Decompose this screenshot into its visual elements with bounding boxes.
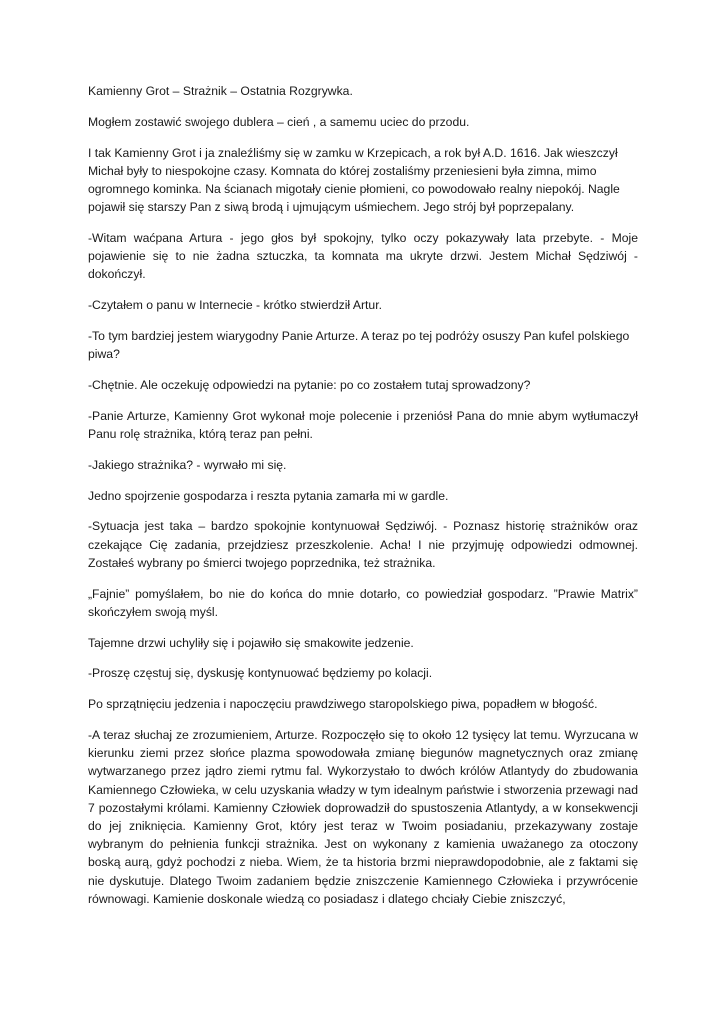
paragraph: -Panie Arturze, Kamienny Grot wykonał moje polecenie i przeniósł Pana do mnie abym wytłumaczył Panu rolę strażnika, którą teraz pan pełni. xyxy=(88,408,638,441)
paragraph: -Czytałem o panu w Internecie - krótko stwierdził Artur. xyxy=(88,298,382,313)
paragraph: -A teraz słuchaj ze zrozumieniem, Arturze. Rozpoczęło się to około 12 tysięcy lat temu. Wyrzucana w kierunku ziemi przez słońce plazma spowodowała zmianę biegunów magnetycznych oraz zmianę wytwarzanego przez jądro ziemi rytmu fal. Wykorzystało to dwóch królów Atlantydy do zbudowania Kamiennego Człowieka, w celu uzyskania władzy w tym idealnym państwie i stworzenia przewagi nad 7 pozostałymi królami. Kamienny Człowiek doprowadził do spustoszenia Atlantydy, a w konsekwencji do jej zniknięcia. Kamienny Grot, który jest teraz w Twoim posiadaniu, przekazywany zostaje wybranym do pełnienia funkcji strażnika. Jest on wykonany z kamienia uważanego za otoczony boską aurą, gdyż pochodzi z nieba. Wiem, że ta historia brzmi nieprawdopodobnie, ale z faktami się nie dyskutuje. Dlatego Twoim zadaniem będzie zniszczenie Kamiennego Człowieka i przywrócenie równowagi. Kamienie doskonale wiedzą co posiadasz i dlatego chciały Ciebie zniszczyć, xyxy=(88,727,638,906)
paragraph: -To tym bardziej jestem wiarygodny Panie Arturze. A teraz po tej podróży osuszy Pan kufel polskiego piwa? xyxy=(88,329,630,362)
paragraph: „Fajnie” pomyślałem, bo nie do końca do mnie dotarło, co powiedział gospodarz. ”Prawie Matrix” skończyłem swoją myśl. xyxy=(88,586,638,619)
paragraph: Jedno spojrzenie gospodarza i reszta pytania zamarła mi w gardle. xyxy=(88,488,449,503)
document-title: Kamienny Grot – Strażnik – Ostatnia Rozgrywka. xyxy=(88,84,353,98)
paragraph: Mogłem zostawić swojego dublera – cień , a samemu uciec do przodu. xyxy=(88,114,470,129)
paragraph: -Jakiego strażnika? - wyrwało mi się. xyxy=(88,457,287,472)
document-body xyxy=(88,82,638,921)
paragraph: -Proszę częstuj się, dyskusję kontynuować będziemy po kolacji. xyxy=(88,666,433,681)
paragraph: Tajemne drzwi uchyliły się i pojawiło się smakowite jedzenie. xyxy=(88,635,414,650)
paragraph: -Chętnie. Ale oczekuję odpowiedzi na pytanie: po co zostałem tutaj sprowadzony? xyxy=(88,378,531,392)
paragraph: Po sprzątnięciu jedzenia i napoczęciu prawdziwego staropolskiego piwa, popadłem w błogość. xyxy=(88,697,598,712)
paragraph: I tak Kamienny Grot i ja znaleźliśmy się w zamku w Krzepicach, a rok był A.D. 1616. Jak wieszczył Michał były to niespokojne czasy. Komnata do której zostaliśmy przeniesieni była zimna, mimo ogromnego kominka. Na ścianach migotały cienie płomieni, co powodowało realny niepokój. Nagle pojawił się starszy Pan z siwą brodą i ujmującym uśmiechem. Jego strój był poprzepalany. xyxy=(88,145,620,215)
paragraph: -Witam waćpana Artura - jego głos był spokojny, tylko oczy pokazywały lata przebyte. - Moje pojawienie się to nie żadna sztuczka, ta komnata ma ukryte drzwi. Jestem Michał Sędziwój -dokończył. xyxy=(88,231,638,282)
paragraph: -Sytuacja jest taka – bardzo spokojnie kontynuował Sędziwój. - Poznasz historię strażników oraz czekające Cię zadania, przejdziesz przeszkolenie. Acha! I nie przyjmuję odpowiedzi odmownej. Zostałeś wybrany po śmierci twojego poprzednika, też strażnika. xyxy=(88,519,638,570)
